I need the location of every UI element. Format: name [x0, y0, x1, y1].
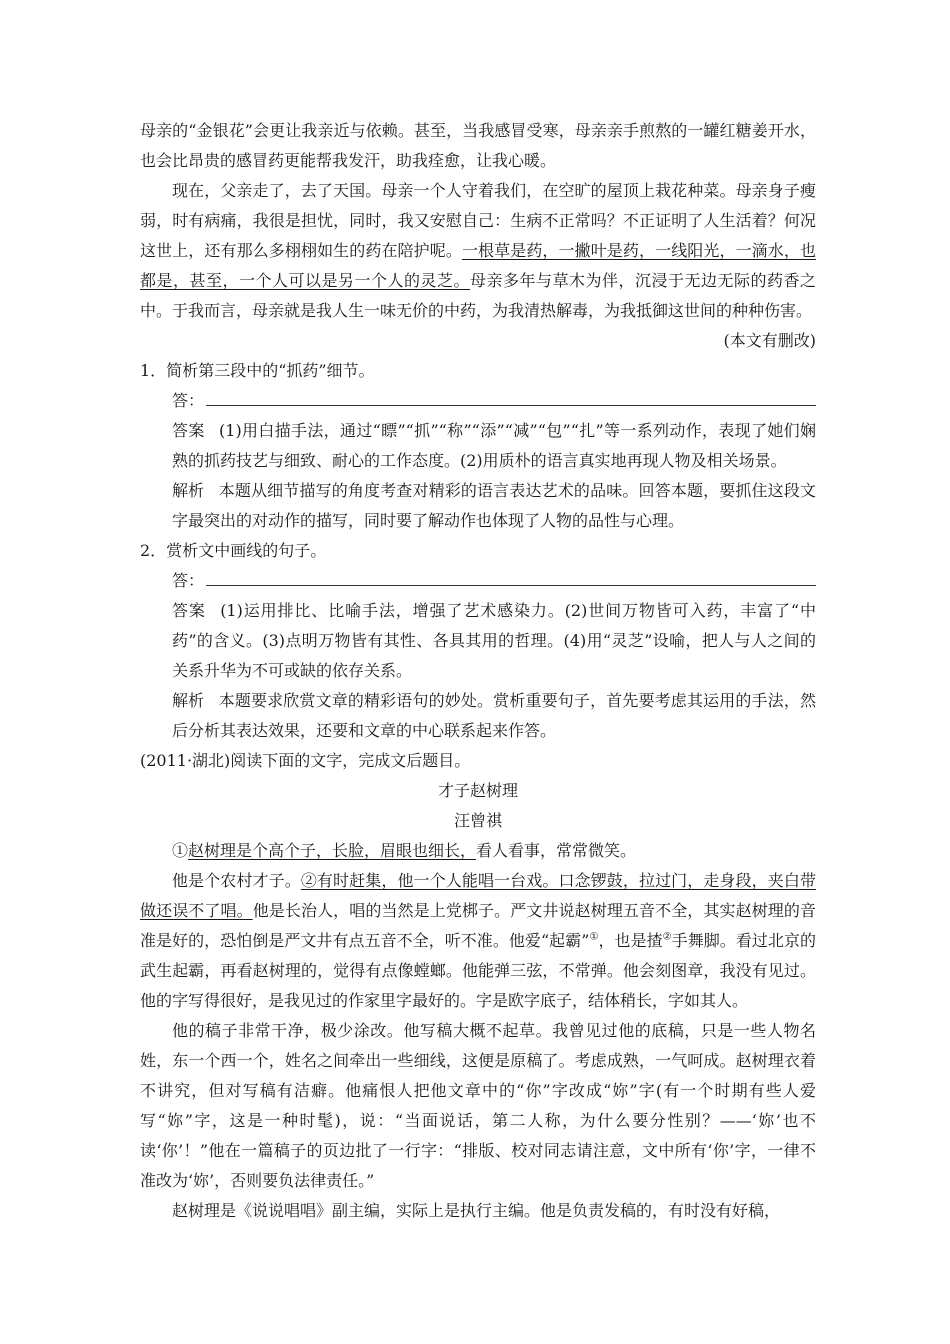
question-2-text: 赏析文中画线的句子。 — [166, 541, 327, 560]
underlined-sentence-2: ②有时赶集，他一个人能唱一台戏。口念锣鼓，拉过门，走身段，夹白带做还误不了唱。 — [140, 871, 816, 920]
article-paragraph-2-a: 他是个农村才子。 — [172, 871, 301, 890]
article-paragraph-1 — [140, 836, 816, 866]
key-label: 答案 — [172, 601, 206, 620]
article-paragraph-4: 赵树理是《说说唱唱》副主编，实际上是执行主编。他是负责发稿的，有时没有好稿， — [172, 1201, 781, 1220]
document-page — [140, 116, 816, 1226]
source-note: (本文有删改) — [723, 331, 816, 350]
question-1-text: 简析第三段中的“抓药”细节。 — [166, 361, 375, 380]
question-2-analysis — [140, 686, 816, 746]
article-paragraph-1-rest: 看人看事，常常微笑。 — [476, 841, 637, 860]
analysis-text: 本题从细节描写的角度考查对精彩的语言表达艺术的品味。回答本题，要抓住这段文字最突出的对动作的描写，同时要了解动作也体现了人物的品性与心理。 — [172, 481, 816, 530]
footnote-marker-1: ① — [589, 931, 599, 943]
footnote-marker-2: ② — [662, 931, 672, 943]
question-1 — [140, 356, 816, 386]
key-text: (1)用白描手法，通过“瞟”“抓”“称”“添”“减”“包”“扎”等一系列动作，表现了她们娴熟的抓药技艺与细致、耐心的工作态度。(2)用质朴的语言真实地再现人物及相关场景。 — [172, 421, 816, 470]
sentence-marker-1: ① — [172, 841, 189, 860]
question-1-analysis — [140, 476, 816, 536]
analysis-label: 解析 — [172, 481, 205, 500]
underlined-sentence: 一根草是药，一撇叶是药，一线阳光，一滴水，也都是，甚至，一个人可以是另一个人的灵芝。 — [140, 241, 816, 290]
answer-rule — [206, 387, 816, 406]
question-2-key — [140, 596, 816, 686]
article-paragraph-2-d: 手舞脚。看过北京的武生起霸，再看赵树理的，觉得有点像螳螂。他能弹三弦，不常弹。他会刻图章，我没有见过。他的字写得很好，是我见过的作家里字最好的。字是欧字底子，结体稍长，字如其人。 — [140, 931, 816, 1010]
article-author: 汪曾祺 — [453, 811, 502, 830]
paragraph-2-text-a: 现在，父亲走了，去了天国。母亲一个人守着我们，在空旷的屋顶上栽花种菜。母亲身子瘦弱，时有病痛，我很是担忧，同时，我又安慰自己：生病不正常吗？不正证明了人生活着？何况这世上，还有那么多栩栩如生的药在陪护呢。 — [140, 181, 816, 260]
article-title: 才子赵树理 — [437, 781, 518, 800]
question-2-answer-line[interactable] — [140, 566, 816, 596]
question-1-number: 1． — [140, 361, 167, 380]
analysis-text: 本题要求欣赏文章的精彩语句的妙处。赏析重要句子，首先要考虑其运用的手法，然后分析其表达效果，还要和文章的中心联系起来作答。 — [172, 691, 816, 740]
article-paragraph-2-c: ，也是揸 — [598, 931, 663, 950]
article-paragraph-3: 他的稿子非常干净，极少涂改。他写稿大概不起草。我曾见过他的底稿，只是一些人物名姓，东一个西一个，姓名之间牵出一些细线，这便是原稿了。考虑成熟，一气呵成。赵树理衣着不讲究，但对写稿有洁癖。他痛恨人把他文章中的“你”字改成“妳”字(有一个时期有些人爱写“妳”字，这是一种时髦)，说：“当面说话，第二人称，为什么要分性别？——‘妳’也不读‘你’！”他在一篇稿子的页边批了一行字：“排版、校对同志请注意，文中所有‘你’字，一律不准改为‘妳’，否则要负法律责任。” — [140, 1021, 816, 1190]
paragraph-2-text-b: 母亲多年与草木为伴，沉浸于无边无际的药香之中。于我而言，母亲就是我人生一味无价的中药，为我清热解毒，为我抵御这世间的种种伤害。 — [140, 271, 816, 320]
key-text: (1)运用排比、比喻手法，增强了艺术感染力。(2)世间万物皆可入药，丰富了“中药”的含义。(3)点明万物皆有其性、各具其用的哲理。(4)用“灵芝”设喻，把人与人之间的关系升华为不可或缺的依存关系。 — [172, 601, 816, 680]
key-label: 答案 — [172, 421, 205, 440]
answer-rule — [206, 567, 816, 586]
underlined-sentence-1: 赵树理是个高个子，长脸，眉眼也细长， — [188, 841, 477, 860]
question-2 — [140, 536, 816, 566]
reading-intro: (2011·湖北)阅读下面的文字，完成文后题目。 — [140, 751, 471, 770]
question-2-answer-label: 答： — [172, 571, 205, 590]
article-paragraph-2-b: 他是长治人，唱的当然是上党梆子。严文井说赵树理五音不全，其实赵树理的音准是好的，恐怕倒是严文井有点五音不全，听不准。他爱“起霸” — [140, 901, 816, 950]
question-1-answer-label: 答： — [172, 391, 205, 410]
question-2-number: 2． — [140, 541, 167, 560]
paragraph-1: 母亲的“金银花”会更让我亲近与依赖。甚至，当我感冒受寒，母亲亲手煎熬的一罐红糖姜开水，也会比昂贵的感冒药更能帮我发汗，助我痊愈，让我心暖。 — [140, 121, 816, 170]
analysis-label: 解析 — [172, 691, 205, 710]
paragraph-2 — [140, 176, 816, 326]
article-paragraph-2 — [140, 866, 816, 1016]
question-1-answer-line[interactable] — [140, 386, 816, 416]
question-1-key — [140, 416, 816, 476]
